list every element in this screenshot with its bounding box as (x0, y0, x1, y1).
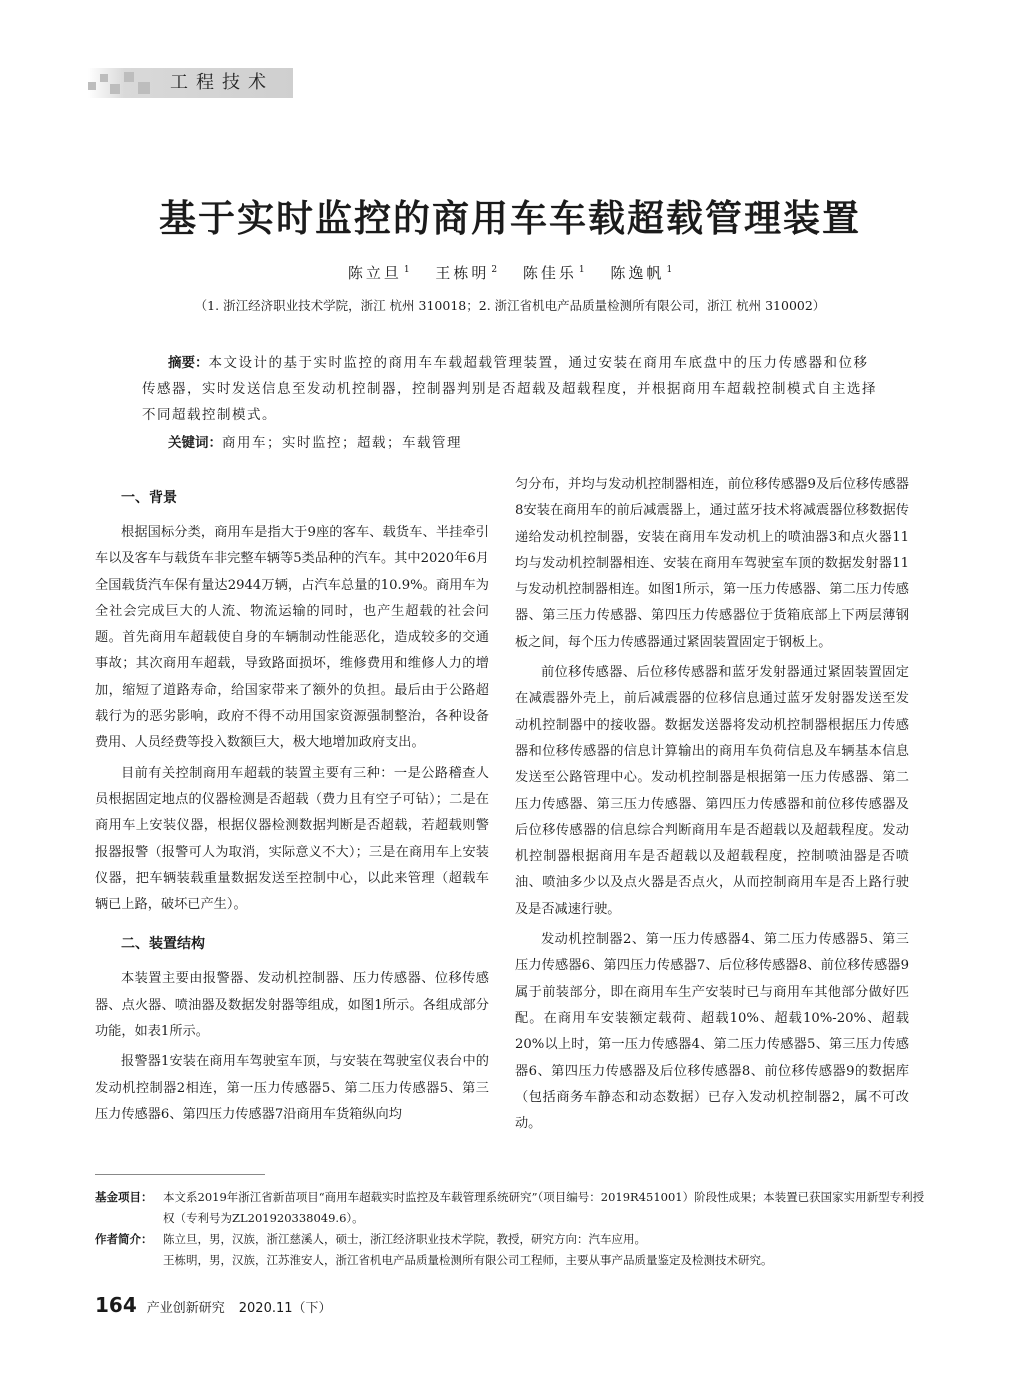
author-note (95, 1229, 925, 1250)
body-paragraph: 本装置主要由报警器、发动机控制器、压力传感器、位移传感器、点火器、喷油器及数据发射器等组成，如图1所示。各组成部分功能，如表1所示。 (95, 971, 489, 1040)
abstract-text: 本文设计的基于实时监控的商用车车载超载管理装置，通过安装在商用车底盘中的压力传感器和位移传感器，实时发送信息至发动机控制器，控制器判别是否超载及超载程度，并根据商用车超载控制模式自主选择不同超载控制模式。 (142, 355, 877, 423)
fund-note (95, 1187, 925, 1229)
author: 王栋明 $^2$ (435, 264, 498, 282)
body-paragraph: 匀分布，并均与发动机控制器相连，前位移传感器9及后位移传感器8安装在商用车的前后减震器上，通过蓝牙技术将减震器位移数据传递给发动机控制器，安装在商用车发动机上的喷油器3和点火器11均与发动机控制器相连、安装在商用车驾驶室车顶的数据发射器11与发动机控制器相连。如图1所示，第一压力传感器、第二压力传感器、第三压力传感器、第四压力传感器位于货箱底部上下两层薄钢板之间，每个压力传感器通过紧固装置固定于钢板上。 (515, 477, 909, 650)
left-column (95, 472, 489, 1132)
author-bio-text: 王栋明，男，汉族，江苏淮安人，浙江省机电产品质量检测所有限公司工程师，主要从事产品质量鉴定及检测技术研究。 (163, 1253, 773, 1267)
body-paragraph: 前位移传感器、后位移传感器和蓝牙发射器通过紧固装置固定在减震器外壳上，前后减震器的位移信息通过蓝牙发射器发送至发动机控制器中的接收器。数据发送器将发动机控制器根据压力传感器和位移传感器的信息计算输出的商用车负荷信息及车辆基本信息发送至公路管理中心。发动机控制器是根据第一压力传感器、第二压力传感器、第三压力传感器、第四压力传感器和前位移传感器及后位移传感器的信息综合判断商用车是否超载以及超载程度。发动机控制器根据商用车是否超载以及超载程度，控制喷油器是否喷油、喷油多少以及点火器是否点火，从而控制商用车是否上路行驶及是否减速行驶。 (515, 665, 909, 917)
author-bio-label: 作者简介： (95, 1232, 153, 1246)
journal-name: 产业创新研究 (146, 1301, 225, 1316)
section-label: 工程技术 (170, 72, 274, 93)
keywords (142, 430, 877, 456)
abstract (142, 350, 877, 428)
author: 陈佳乐 $^1$ (522, 264, 585, 282)
body-paragraph: 根据国标分类，商用车是指大于9座的客车、载货车、半挂牵引车以及客车与载货车非完整车辆等5类品种的汽车。其中2020年6月全国载货汽车保有量达2944万辆，占汽车总量的10.9%。商用车为全社会完成巨大的人流、物流运输的同时，也产生超载的社会问题。首先商用车超载使自身的车辆制动性能恶化，造成较多的交通事故；其次商用车超载，导致路面损坏，维修费用和维修人力的增加，缩短了道路寿命，给国家带来了额外的负担。最后由于公路超载行为的恶劣影响，政府不得不动用国家资源强制整治，各种设备费用、人员经费等投入数额巨大，极大地增加政府支出。 (95, 525, 489, 751)
fund-label: 基金项目： (95, 1190, 153, 1204)
keywords-text: 商用车；实时监控；超载；车载管理 (222, 435, 462, 451)
right-column (515, 472, 909, 1141)
journal-issue: 2020.11（下） (238, 1301, 332, 1316)
page-footer (95, 1293, 332, 1317)
fund-text: 本文系2019年浙江省新苗项目“商用车超载实时监控及车载管理系统研究”（项目编号：2019R451001）阶段性成果；本装置已获国家实用新型专利授权（专利号为ZL201920338049.6）。 (163, 1190, 925, 1225)
decorative-squares (88, 70, 158, 96)
body-paragraph: 报警器1安装在商用车驾驶室车顶，与安装在驾驶室仪表台中的发动机控制器2相连，第一压力传感器5、第二压力传感器5、第三压力传感器6、第四压力传感器7沿商用车货箱纵向均 (95, 1054, 489, 1122)
affiliation: （1. 浙江经济职业技术学院，浙江 杭州 310018；2. 浙江省机电产品质量检测所有限公司，浙江 杭州 310002） (194, 298, 826, 313)
body-paragraph: 发动机控制器2、第一压力传感器4、第二压力传感器5、第三压力传感器6、第四压力传感器7、后位移传感器8、前位移传感器9属于前装部分，即在商用车生产安装时已与商用车其他部分做好匹配。在商用车安装额定载荷、超载10%、超载10%-20%、超载20%以上时，第一压力传感器4、第二压力传感器5、第三压力传感器6、第四压力传感器及后位移传感器8、前位移传感器9的数据库（包括商务车静态和动态数据）已存入发动机控制器2，属不可改动。 (515, 932, 909, 1132)
abstract-block (142, 350, 877, 456)
footnote-divider (95, 1174, 265, 1175)
author-list (0, 262, 1020, 283)
keywords-label: 关键词： (168, 435, 222, 451)
article-title: 基于实时监控的商用车车载超载管理装置 (159, 197, 861, 240)
abstract-label: 摘要： (168, 355, 209, 371)
section-heading: 二、装置结构 (121, 936, 205, 953)
author: 陈逸帆 $^1$ (610, 264, 673, 282)
section-heading: 一、背景 (121, 490, 177, 506)
author-bio-text: 陈立旦，男，汉族，浙江慈溪人，硕士，浙江经济职业技术学院，教授，研究方向：汽车应用。 (163, 1232, 646, 1246)
body-paragraph: 目前有关控制商用车超载的装置主要有三种：一是公路稽查人员根据固定地点的仪器检测是否超载（费力且有空子可钻）；二是在商用车上安装仪器，根据仪器检测数据判断是否超载，若超载则警报器报警（报警可人为取消，实际意义不大）；三是在商用车上安装仪器，把车辆装载重量数据发送至控制中心，以此来管理（超载车辆已上路，破坏已产生）。 (95, 765, 489, 913)
author: 陈立旦 $^1$ (347, 264, 410, 282)
footnotes (95, 1187, 925, 1271)
page-number: 164 (95, 1293, 137, 1317)
